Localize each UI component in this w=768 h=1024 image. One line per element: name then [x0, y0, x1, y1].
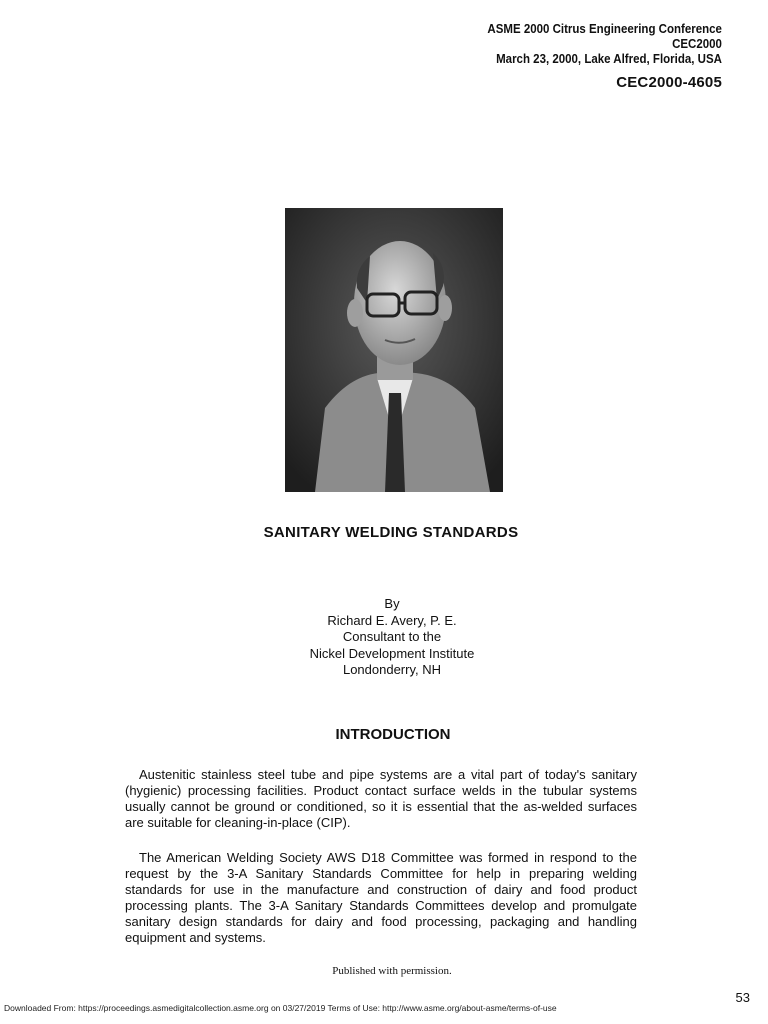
byline-by: By: [384, 596, 400, 611]
permission-note: Published with permission.: [332, 965, 452, 977]
page-number: 53: [735, 990, 750, 1005]
author-organization: Nickel Development Institute: [309, 645, 475, 661]
paragraph-text: The American Welding Society AWS D18 Committee was formed in respond to the request by the 3-A Sanitary Standards Committee for help in preparing welding standards for use in the manufacture and construction of dairy and food product processing plants. The 3-A Sanitary Standards Committees develop and promulgate sanitary design standards for dairy and food processing, packaging and handling equipment and systems.: [125, 850, 637, 945]
author-photo: [285, 208, 503, 492]
author-portrait-graphic: [285, 208, 503, 492]
paragraph: [125, 767, 637, 831]
paper-id: CEC2000-4605: [616, 74, 722, 91]
author-role: Consultant to the: [342, 629, 442, 644]
download-footer: Downloaded From: https://proceedings.asmedigitalcollection.asme.org on 03/27/2019 Terms of Use: http://www.asme.org/about-asme/terms-of-use: [4, 1003, 557, 1013]
author-name: Richard E. Avery, P. E.: [327, 612, 457, 628]
paragraph: [125, 850, 637, 946]
author-byline: [0, 596, 768, 679]
conference-name: ASME 2000 Citrus Engineering Conference: [487, 22, 722, 36]
section-heading: INTRODUCTION: [335, 726, 451, 743]
conference-header: [487, 22, 722, 67]
conference-code: CEC2000: [672, 37, 722, 51]
author-location: Londonderry, NH: [342, 662, 442, 677]
conference-date-location: March 23, 2000, Lake Alfred, Florida, USA: [496, 52, 722, 66]
paragraph-text: Austenitic stainless steel tube and pipe systems are a vital part of today's sanitary (hygienic) processing facilities. Product contact surface welds in the tubular systems usually cannot be ground or conditioned, so it is essential that the as-welded surfaces are suitable for cleaning-in-place (CIP).: [125, 767, 637, 830]
paper-title: SANITARY WELDING STANDARDS: [263, 524, 519, 541]
